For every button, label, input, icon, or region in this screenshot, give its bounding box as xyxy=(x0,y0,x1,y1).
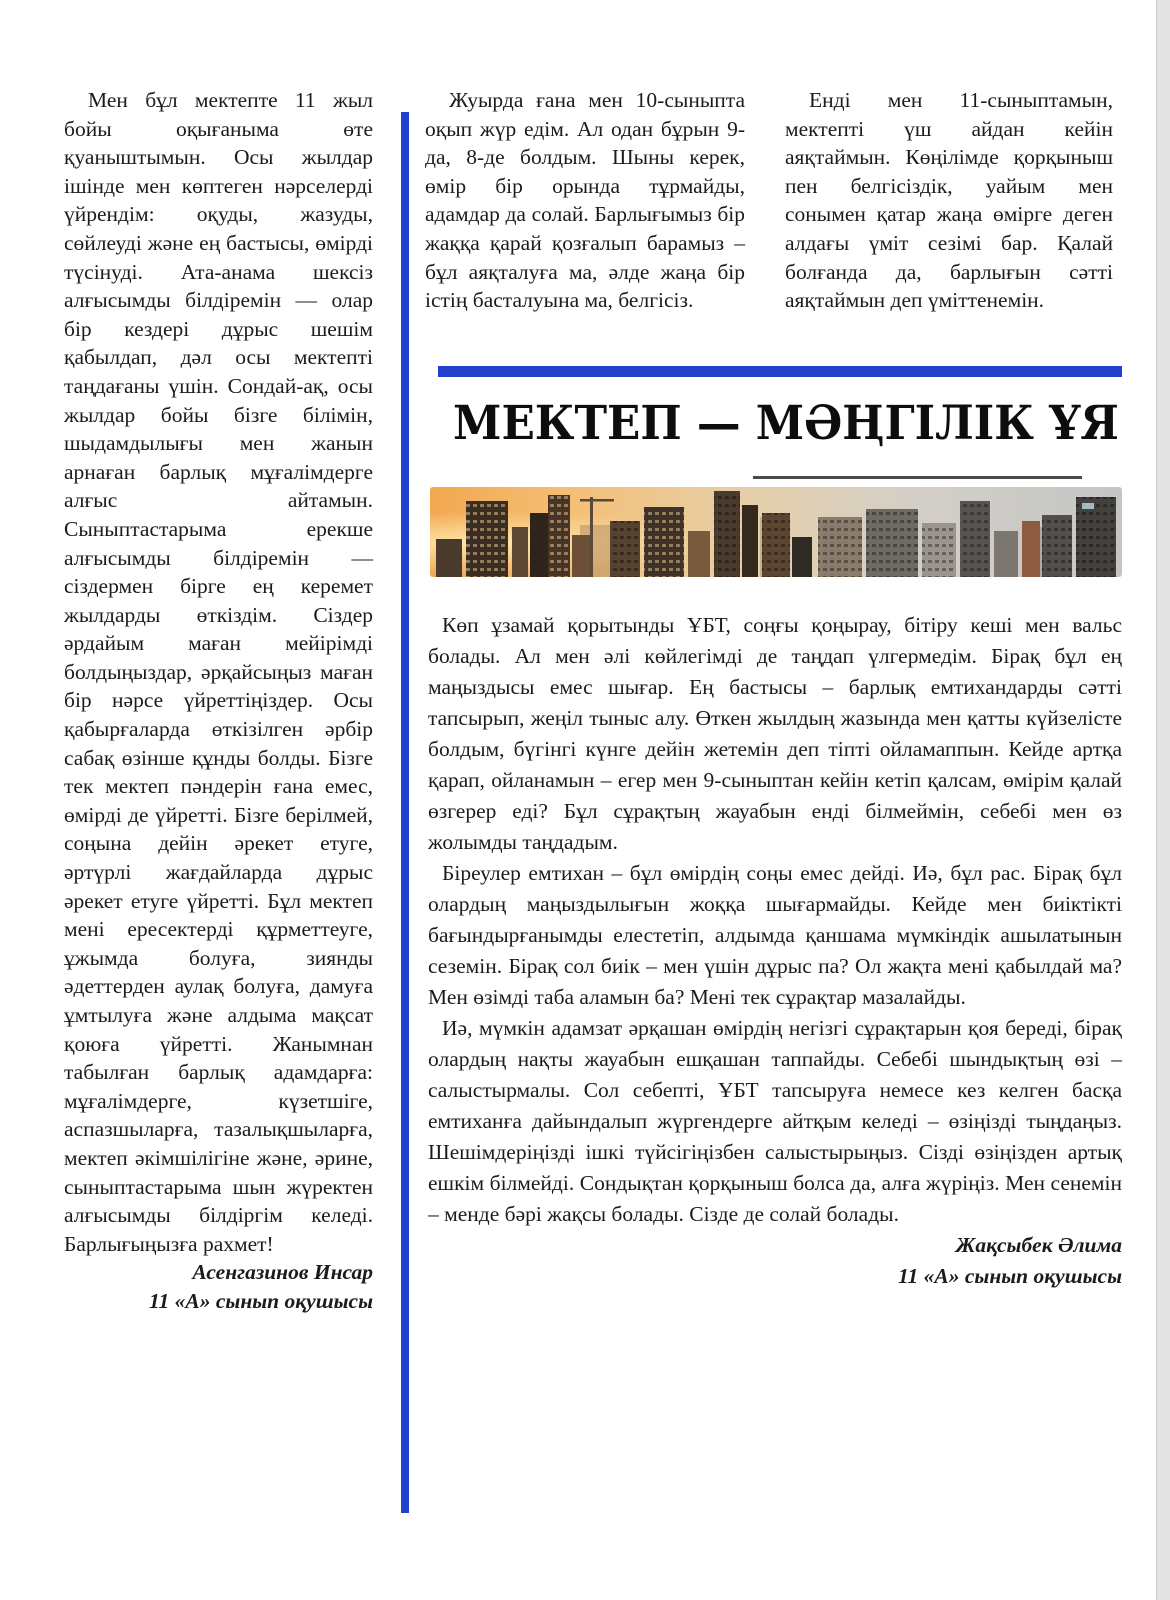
article-paragraph-3: Иә, мүмкін адамзат әрқашан өмірдің негізгі сұрақтарын қоя береді, бірақ олардың нақты жауабын ешқашан таппайды. Себебі шындықтың өзі – салыстырмалы. Сол себепті, ҰБТ тапсыруға немесе кез келген басқа емтиханға дайындалып жүргендерге айтқым келеді – өзіңізді тыңдаңыз. Шешімдеріңізді ішкі түйсігіңізбен салыстырыңыз. Сізді өзіңізден артық ешкім білмейді. Сондықтан қорқыныш болса да, алға жүріңіз. Мен сенемін – менде бәрі жақсы болады. Сізде де солай болады. xyxy=(428,1016,1122,1226)
author-name: Жақсыбек Әлима xyxy=(955,1233,1122,1257)
article-paragraph-1: Көп ұзамай қорытынды ҰБТ, соңғы қоңырау, бітіру кеші мен вальс болады. Ал мен әлі көйлегімді де таңдап үлгермедім. Бірақ бұл ең маңыздысы емес шығар. Ең бастысы – барлық емтихандарды сәтті тапсырып, жеңіл тыныс алу. Өткен жылдың жазында мен қатты күйзелісте болдым, бүгінгі күнге дейін жетемін деп тіпті ойламаппын. Кейде артқа қарап, ойланамын – егер мен 9-сыныптан кейін кетіп қалсам, өмірім қалай өзгерер еді? Бұл сұрақтың жауабын енді білмеймін, себебі мен өз жолымды таңдадым. xyxy=(428,613,1122,854)
vertical-divider xyxy=(401,112,409,1513)
author-name: Асенгазинов Инсар xyxy=(192,1260,373,1285)
author-role: 11 «А» сынып оқушысы xyxy=(148,1289,373,1314)
left-article-column xyxy=(64,86,373,1316)
intro-paragraph-2: Енді мен 11-сыныптамын, мектепті үш айдан кейін аяқтаймын. Көңілімде қорқыныш пен белгісіздік, уайым мен сонымен қатар жаңа өмірге деген алдағы үміт сезімі бар. Қалай болғанда да, барлығын сәтті аяқтаймын деп үміттенемін. xyxy=(785,88,1113,313)
left-article-signature xyxy=(64,1258,373,1316)
headline-underline-rule xyxy=(753,476,1082,479)
city-skyline-photo xyxy=(430,487,1122,577)
article-body xyxy=(428,610,1122,1292)
article-headline: МЕКТЕП — МӘҢГІЛІК ҰЯ xyxy=(453,396,1119,451)
article-paragraph-2: Біреулер емтихан – бұл өмірдің соңы емес дейді. Иә, бұл рас. Бірақ бұл олардың маңыздылығын жоққа шығармайды. Кейде мен биіктікті бағындырғанымды елестетіп, алдымда қаншама мүмкіндік ашылатынын сеземін. Бірақ сол биік – мен үшін дұрыс па? Ол жақта мені қабылдай ма? Мен өзімді таба аламын ба? Мені тек сұрақтар мазалайды. xyxy=(428,861,1122,1009)
intro-column-1 xyxy=(425,86,745,315)
intro-column-2 xyxy=(785,86,1113,315)
page-edge-strip xyxy=(1156,0,1170,1600)
author-role: 11 «А» сынып оқушысы xyxy=(897,1264,1122,1288)
left-article-paragraph: Мен бұл мектепте 11 жыл бойы оқығаныма өте қуаныштымын. Осы жылдар ішінде мен көптеген нәрселерді үйрендім: оқуды, жазуды, сөйлеуді және ең бастысы, өмірді түсінуді. Ата-анама шексіз алғысымды білдіремін — олар бір кездері дұрыс шешім қабылдап, дәл осы мектепті таңдағаны үшін. Сондай-ақ, осы жылдар бойы бізге білімін, шыдамдылығы мен жанын арнаған барлық мұғалімдерге алғыс айтамын. Сыныптастарыма ерекше алғысымды білдіремін — сіздермен бірге ең керемет жылдарды өткіздім. Сіздер әрдайым маған мейірімді болдыңыздар, әрқайсыңыз маған бір нәрсе үйреттіңіздер. Осы қабырғаларда өткізілген әрбір сабақ өзінше құнды болды. Бізге тек мектеп пәндерін ғана емес, өмірді де үйретті. Бізге берілмей, соңына дейін әрекет етуге, әртүрлі жағдайларда дұрыс әрекет етуге үйретті. Бұл мектеп мені ересектерді құрметтеуге, ұжымда болуға, зиянды әдеттерден аулақ болуға, дамуға ұмтылуға және алдыма мақсат қоюға үйретті. Жанымнан табылған барлық адамдарға: мұғалімдерге, күзетшіге, аспазшыларға, тазалықшыларға, мектеп әкімшілігіне және, әрине, сыныптастарыма шын жүректен алғысымды білдіргім келеді. Барлығыңызға рахмет! xyxy=(64,88,373,1256)
intro-paragraph-1: Жуырда ғана мен 10-сыныпта оқып жүр едім. Ал одан бұрын 9-да, 8-де болдым. Шыны керек, өмір бір орында тұрмайды, адамдар да солай. Барлығымыз бір жаққа қарай қозғалып барамыз – бұл аяқталуға ма, әлде жаңа бір істің басталуына ма, белгісіз. xyxy=(425,88,745,313)
article-signature xyxy=(428,1230,1122,1292)
horizontal-divider xyxy=(438,366,1122,377)
